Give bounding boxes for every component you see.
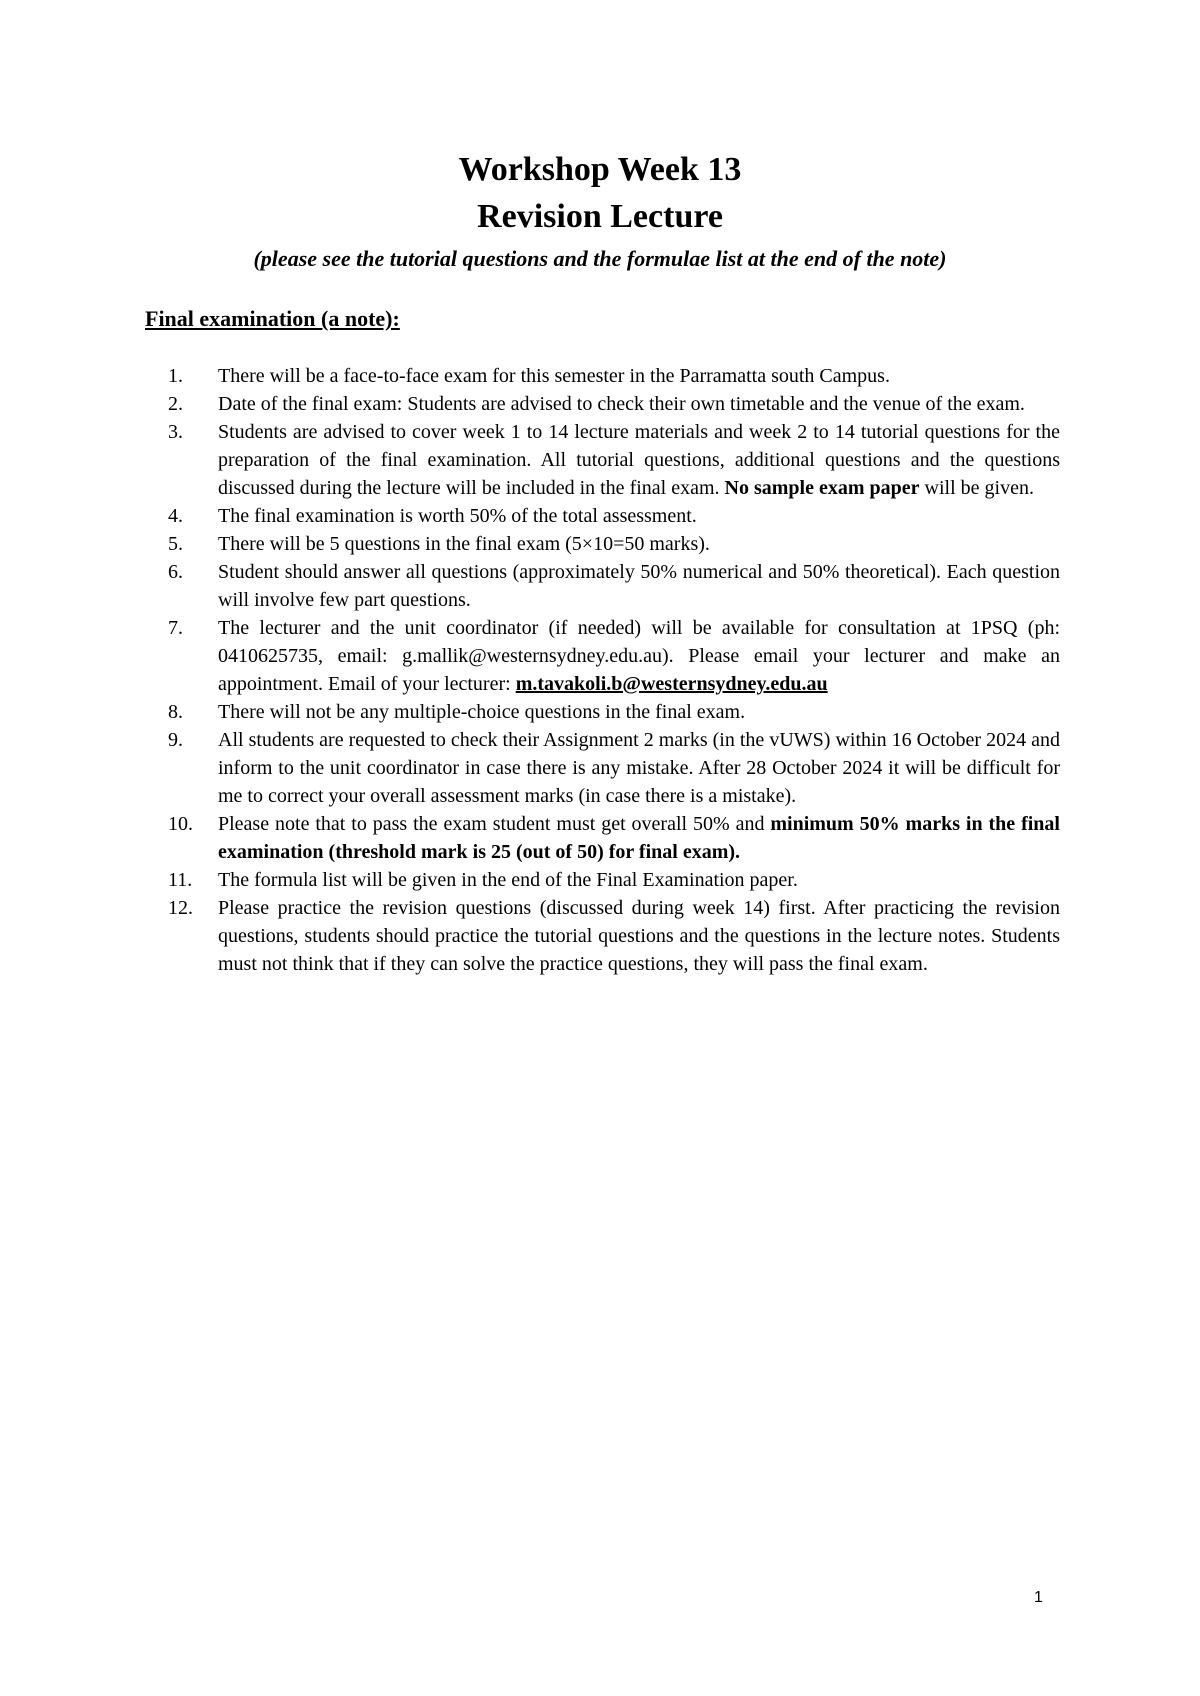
text-run: There will be 5 questions in the final exam (5×10=50 marks). [218,533,710,555]
text-run: will be given. [919,477,1034,499]
text-run: The formula list will be given in the end of the Final Examination paper. [218,869,798,891]
list-item-text [218,561,1060,611]
list-item-number: 6. [168,561,183,583]
list-item [0,362,1060,390]
text-run: Date of the final exam: Students are advised to check their own timetable and the venue of the exam. [218,393,1025,415]
document-note: (please see the tutorial questions and the formulae list at the end of the note) [253,246,947,271]
list-item-text [218,505,697,527]
list-item [0,390,1060,418]
list-item-number: 2. [168,393,183,415]
list-item-text [218,729,1060,807]
list-item [0,894,1060,978]
list-item [0,502,1060,530]
list-item-text [218,701,745,723]
list-item-text [218,533,710,555]
list-item [0,558,1060,614]
list-item [0,418,1060,502]
bold-text: minimum 50% marks in the final examination (threshold mark is 25 (out of 50) for final exam). [218,813,1060,863]
list-item-number: 1. [168,365,183,387]
list-item-text [218,869,798,891]
list-item-number: 3. [168,421,183,443]
text-run: There will not be any multiple-choice questions in the final exam. [218,701,746,723]
list-item-number: 4. [168,505,183,527]
document-subtitle-title: Revision Lecture [477,198,723,235]
page-number: 1 [1034,1589,1043,1606]
text-run: Students are advised to cover week 1 to 14 lecture materials and week 2 to 14 tutorial questions for the preparation of the final examination. All tutorial questions, additional questions and the questions discussed during the lecture will be included in the final exam. [218,421,1060,499]
list-item-number: 7. [168,617,183,639]
text-run: Please note that to pass the exam student must get overall 50% and [218,813,771,835]
list-item-number: 9. [168,729,183,751]
lecturer-email-link[interactable]: m.tavakoli.b@westernsydney.edu.au [515,673,828,695]
list-item-number: 12. [168,897,193,919]
list-item-number: 5. [168,533,183,555]
list-item [0,614,1060,698]
list-item [0,810,1060,866]
list-item-text [218,421,1060,499]
text-run: Student should answer all questions (approximately 50% numerical and 50% theoretical). Each question will involve few part questions. [218,561,1060,611]
text-run: The lecturer and the unit coordinator (if needed) will be available for consultation at 1PSQ (ph: 0410625735, email: g.mallik@westernsydney.edu.au). Please email your lecturer and make an appointment. Email of your lecturer: [218,617,1060,695]
text-run: There will be a face-to-face exam for this semester in the Parramatta south Campus. [218,365,890,387]
bold-text: No sample exam paper [724,477,920,499]
list-item [0,698,1060,726]
text-run: Please practice the revision questions (discussed during week 14) first. After practicing the revision questions, students should practice the tutorial questions and the questions in the lecture notes. Students must not think that if they can solve the practice questions, they will pass the final exam. [218,897,1060,975]
list-item-text [218,393,1025,415]
list-item-text [218,617,1060,695]
document-title: Workshop Week 13 [458,151,742,188]
list-item-number: 11. [168,869,193,891]
text-run: All students are requested to check their Assignment 2 marks (in the vUWS) within 16 October 2024 and inform to the unit coordinator in case there is any mistake. After 28 October 2024 it will be difficult for me to correct your overall assessment marks (in case there is a mistake). [218,729,1060,807]
list-item-text [218,813,1060,863]
list-item-number: 8. [168,701,183,723]
list-item-number: 10. [168,813,193,835]
list-item-text [218,897,1060,975]
list-item [0,866,1060,894]
list-item-text [218,365,890,387]
exam-notes-list [0,362,1060,978]
text-run: The final examination is worth 50% of the total assessment. [218,505,697,527]
list-item [0,726,1060,810]
section-heading: Final examination (a note): [145,306,400,331]
list-item [0,530,1060,558]
